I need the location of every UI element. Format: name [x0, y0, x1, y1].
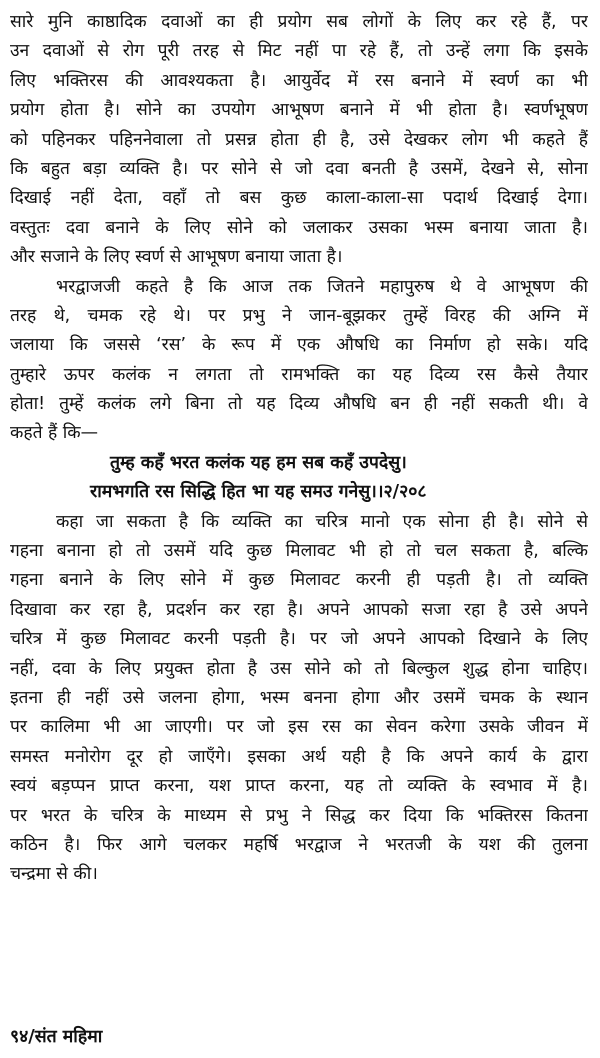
text-line: कहते हैं कि—	[10, 423, 99, 444]
text-line: सारे मुनि काष्ठादिक दवाओं का ही प्रयोग सब लोगों के लिए कर रहे हैं, पर	[10, 12, 588, 32]
text-line: और सजाने के लिए स्वर्ण से आभूषण बनाया जाता है।	[10, 247, 343, 268]
text-line: जलाया कि जससे ‘रस’ के रूप में एक औषधि का निर्माण हो सके। यदि	[10, 335, 588, 356]
text-line: कि बहुत बड़ा व्यक्ति है। पर सोने से जो दवा बनती है उसमें, देखने से, सोना	[10, 158, 588, 179]
verse-line: तुम्ह कहँ भरत कलंक यह हम सब कहँ उपदेसु।	[110, 452, 407, 473]
page-body	[10, 8, 588, 890]
text-line: लिए भक्तिरस की आवश्यकता है। आयुर्वेद में रस बनाने में स्वर्ण का भी	[10, 70, 588, 91]
text-line: तुम्हारे ऊपर कलंक न लगता तो रामभक्ति का यह दिव्य रस कैसे तैयार	[10, 364, 588, 385]
verse-block	[10, 449, 588, 508]
text-line: नहीं, दवा के लिए प्रयुक्त होता है उस सोने को तो बिल्कुल शुद्ध होना चाहिए।	[10, 658, 588, 679]
text-line: कठिन है। फिर आगे चलकर महर्षि भरद्वाज ने भरतजी के यश की तुलना	[10, 834, 588, 855]
text-line: दिखावा कर रहा है, प्रदर्शन कर रहा है। अपने आपको सजा रहा है उसे अपने	[10, 599, 588, 620]
paragraph-1	[10, 8, 588, 273]
text-line: होता! तुम्हें कलंक लगे बिना तो यह दिव्य औषधि बन ही नहीं सकती थी। वे	[10, 394, 588, 415]
text-line: चन्द्रमा से की।	[10, 864, 98, 885]
text-line: कहा जा सकता है कि व्यक्ति का चरित्र मानो एक सोना ही है। सोने से	[56, 511, 588, 532]
paragraph-2	[10, 273, 588, 449]
verse-line: रामभगति रस सिद्धि हित भा यह समउ गनेसु।।२/२०८	[90, 482, 427, 503]
text-line: तरह थे, चमक रहे थे। पर प्रभु ने जान-बूझकर तुम्हें विरह की अग्नि में	[10, 305, 588, 326]
text-line: स्वयं बड़प्पन प्राप्त करना, यश प्राप्त करना, यह तो व्यक्ति के स्वभाव में है।	[10, 776, 588, 797]
text-line: को पहिनकर पहिननेवाला तो प्रसन्न होता ही है, उसे देखकर लोग भी कहते हैं	[10, 129, 588, 150]
text-line: वस्तुतः दवा बनाने के लिए सोने को जलाकर उसका भस्म बनाया जाता है।	[10, 217, 588, 238]
text-line: चरित्र में कुछ मिलावट करनी पड़ती है। पर जो अपने आपको दिखाने के लिए	[10, 629, 588, 650]
text-line: इतना ही नहीं उसे जलना होगा, भस्म बनना होगा और उसमें चमक के स्थान	[10, 687, 588, 708]
text-line: गहना बनाना हो तो उसमें यदि कुछ मिलावट भी हो तो चल सकता है, बल्कि	[10, 541, 588, 562]
text-line: दिखाई नहीं देता, वहाँ तो बस कुछ काला-काला-सा पदार्थ दिखाई देगा।	[10, 188, 588, 209]
text-line: उन दवाओं से रोग पूरी तरह से मिट नहीं पा रहे हैं, तो उन्हें लगा कि इसके	[10, 41, 588, 62]
text-line: पर भरत के चरित्र के माध्यम से प्रभु ने सिद्ध कर दिया कि भक्तिरस कितना	[10, 805, 588, 826]
text-line: प्रयोग होता है। सोने का उपयोग आभूषण बनाने में भी होता है। स्वर्णभूषण	[10, 100, 588, 121]
text-line: पर कालिमा भी आ जाएगी। पर जो इस रस का सेवन करेगा उसके जीवन में	[10, 717, 588, 738]
page-footer: ९४/संत महिमा	[10, 1027, 103, 1047]
text-line: समस्त मनोरोग दूर हो जाएँगे। इसका अर्थ यही है कि अपने कार्य के द्वारा	[10, 746, 588, 767]
text-line: गहना बनाने के लिए सोने में कुछ मिलावट करनी ही पड़ती है। तो व्यक्ति	[10, 570, 588, 591]
text-line: भरद्वाजजी कहते है कि आज तक जितने महापुरुष थे वे आभूषण की	[56, 276, 588, 297]
paragraph-3	[10, 508, 588, 890]
